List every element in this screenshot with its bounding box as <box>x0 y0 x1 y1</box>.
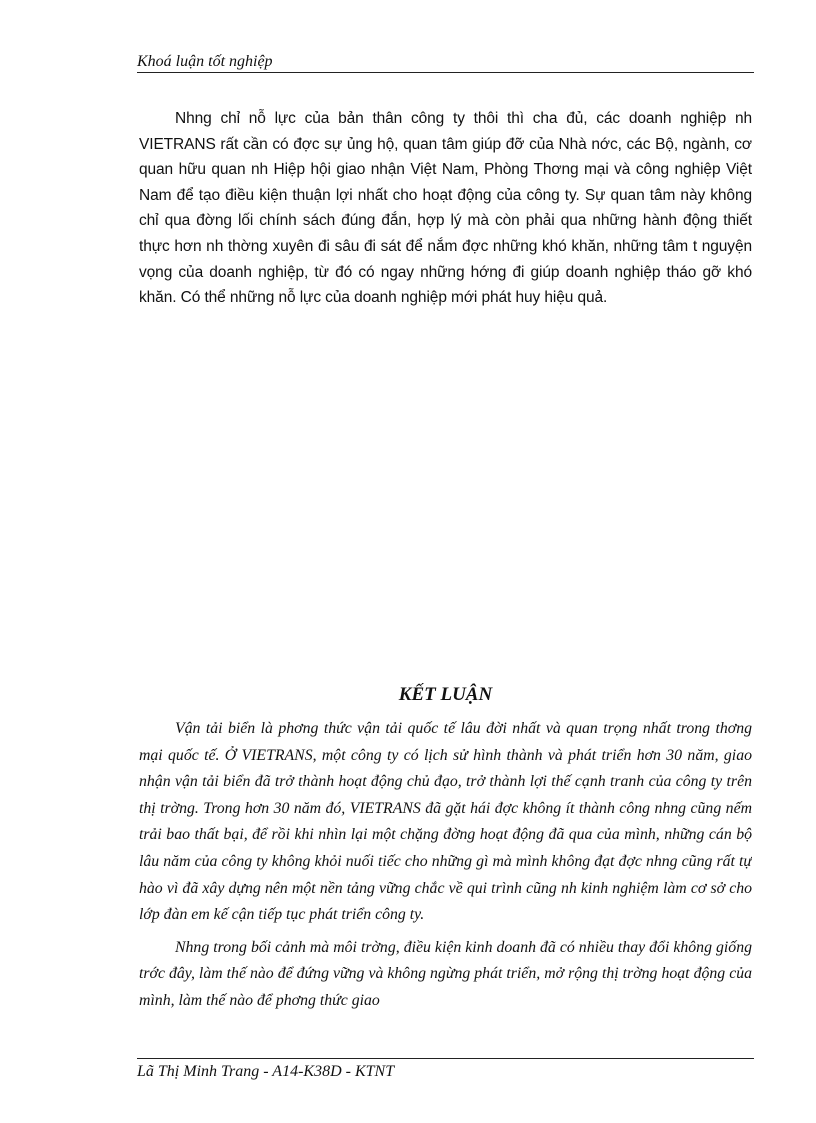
conclusion-heading: KẾT LUẬN <box>398 684 493 705</box>
body-paragraph: Nhng chỉ nỗ lực của bản thân công ty thôi thì cha đủ, các doanh nghiệp nh VIETRANS rất cần có đợc sự ủng hộ, quan tâm giúp đỡ của Nhà nớc, các Bộ, ngành, cơ quan hữu quan nh Hiệp hội giao nhận Việt Nam, Phòng Thơng mại và công nghiệp Việt Nam để tạo điều kiện thuận lợi nhất cho hoạt động của công ty. Sự quan tâm này không chỉ qua đờng lối chính sách đúng đắn, hợp lý mà còn phải qua những hành động thiết thực hơn nh thờng xuyên đi sâu đi sát để nắm đợc những khó khăn, những tâm t nguyện vọng của doanh nghiệp, từ đó có ngay những hớng đi giúp doanh nghiệp tháo gỡ khó khăn. Có thể những nỗ lực của doanh nghiệp mới phát huy hiệu quả. <box>139 110 752 307</box>
page-footer <box>137 1058 754 1082</box>
conclusion-paragraph-1: Vận tải biển là phơng thức vận tải quốc tế lâu đời nhất và quan trọng nhất trong thơng mại quốc tế. Ở VIETRANS, một công ty có lịch sử hình thành và phát triển hơn 30 năm, giao nhận vận tải biển đã trở thành hoạt động chủ đạo, trở thành lợi thế cạnh tranh của công ty trên thị trờng. Trong hơn 30 năm đó, VIETRANS đã gặt hái đợc không ít thành công nhng cũng nếm trải bao thất bại, để rồi khi nhìn lại một chặng đờng hoạt động đã qua của mình, những cán bộ lâu năm của công ty không khỏi nuối tiếc cho những gì mà mình không đạt đợc nhng cũng rất tự hào vì đã xây dựng nên một nền tảng vững chắc về qui trình cũng nh kinh nghiệm làm cơ sở cho lớp đàn em kế cận tiếp tục phát triển công ty. <box>139 720 752 924</box>
page-header <box>137 52 754 73</box>
body-section <box>139 106 752 311</box>
footer-author: Lã Thị Minh Trang - A14-K38D - KTNT <box>137 1063 395 1080</box>
conclusion-paragraph-2: Nhng trong bối cảnh mà môi trờng, điều kiện kinh doanh đã có nhiều thay đổi không giống trớc đây, làm thế nào để đứng vững và không ngừng phát triển, mở rộng thị trờng hoạt động của mình, làm thế nào để phơng thức giao <box>139 938 752 1009</box>
conclusion-section <box>139 716 752 1054</box>
header-title: Khoá luận tốt nghiệp <box>137 53 273 70</box>
